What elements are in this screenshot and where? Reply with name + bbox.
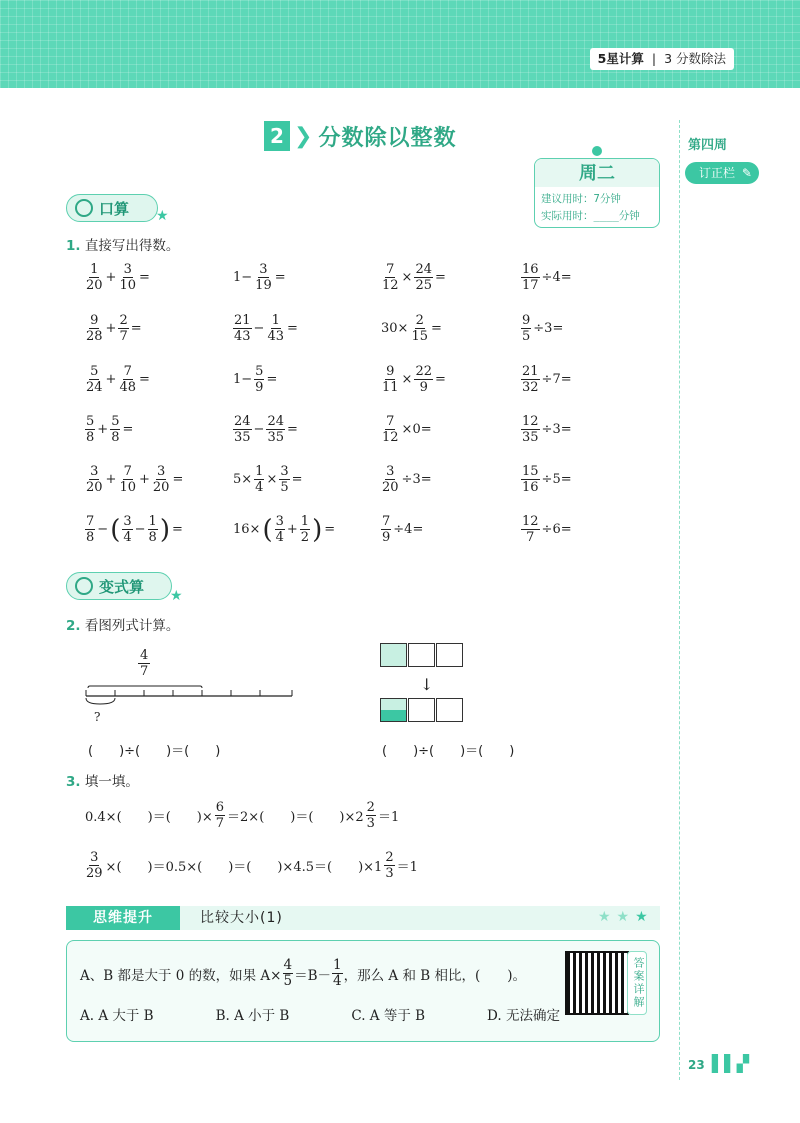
q2-number: 2. — [66, 618, 81, 634]
q3-number: 3. — [66, 774, 81, 790]
number-line-diagram — [84, 682, 296, 712]
actual-time: 实际用时：____分钟 — [541, 210, 640, 222]
title-text: 分数除以整数 — [318, 125, 457, 151]
chapter-tag — [590, 48, 734, 70]
expression: $\frac{24}{35}$ − $\frac{24}{35}$ = — [234, 414, 298, 445]
fill-expression-2: $\frac{3}{29}$ ×( )＝0.5×( )＝( )×4.5＝( )×1 $\frac{2}{3}$ ＝1 — [86, 850, 418, 881]
section-oral — [66, 194, 158, 222]
stopwatch-icon — [75, 199, 93, 217]
target-icon — [75, 577, 93, 595]
question-mark: ? — [94, 710, 101, 724]
section-oral-label: 口算 — [99, 199, 130, 218]
think-f2-n: 1 — [333, 957, 342, 973]
expression: 16× ( $\frac{3}{4}$ + $\frac{1}{2}$ ) = — [233, 514, 336, 545]
expression: $\frac{21}{43}$ − $\frac{1}{43}$ = — [234, 313, 298, 344]
expression: $\frac{9}{11}$ × $\frac{22}{9}$ = — [382, 364, 446, 395]
section-variant — [66, 572, 172, 600]
think-text-b: ＝B－ — [294, 967, 332, 984]
expression: $\frac{9}{28}$ + $\frac{2}{7}$ = — [86, 313, 142, 344]
bar-before — [380, 643, 464, 669]
think-text-c: ，那么 A 和 B 相比，( )。 — [343, 967, 526, 984]
star-icon: ★★★ — [598, 909, 654, 925]
suggest-time: 建议用时：7分钟 — [541, 193, 621, 205]
expression: $\frac{12}{7}$ ÷6= — [522, 514, 572, 545]
option-a[interactable]: A. A 大于 B — [80, 1008, 154, 1024]
pencil-icon: ✎ — [741, 166, 752, 180]
blank-left: ( )÷( )＝( ) — [88, 744, 221, 759]
think-title: 比较大小(1) — [200, 910, 283, 926]
think-text-a: A、B 都是大于 0 的数，如果 A× — [80, 967, 282, 984]
margin-divider — [679, 120, 680, 1080]
bar-after — [380, 698, 464, 724]
think-question — [80, 958, 526, 989]
expression: $\frac{7}{8}$ − ( $\frac{3}{4}$ − $\frac{1}{8}$ ) = — [86, 514, 183, 545]
week-label: 第四周 — [688, 138, 728, 153]
oral-grid — [84, 262, 644, 562]
think-f1-n: 4 — [283, 957, 293, 973]
expression: $\frac{7}{12}$ ×0= — [382, 414, 432, 445]
q2-text: 看图列式计算。 — [84, 618, 180, 634]
fraction-numerator: 4 — [140, 648, 149, 663]
expression: $\frac{5}{8}$ + $\frac{5}{8}$ = — [86, 414, 134, 445]
blank-right: ( )÷( )＝( ) — [382, 744, 515, 759]
correction-label: 订正栏 — [699, 166, 736, 180]
separator: | — [651, 51, 657, 66]
think-f1-d: 5 — [283, 973, 293, 989]
expression: $\frac{1}{20}$ + $\frac{3}{10}$ = — [86, 262, 150, 293]
chevron-icon: ❯ — [294, 123, 313, 149]
header-band — [0, 0, 800, 88]
expression: $\frac{3}{20}$ ÷3= — [382, 464, 432, 495]
expression: $\frac{9}{5}$ ÷3= — [522, 313, 564, 344]
chapter-label: 3 分数除法 — [664, 51, 726, 66]
diagram-fraction — [138, 648, 150, 679]
q3-text: 填一填。 — [84, 774, 139, 790]
expression: $\frac{15}{16}$ ÷5= — [522, 464, 572, 495]
day-label: 周二 — [535, 159, 659, 187]
think-f2-d: 4 — [333, 973, 342, 989]
title-number: 2 — [264, 121, 290, 151]
qr-code-icon[interactable] — [565, 951, 629, 1015]
expression: 5× $\frac{1}{4}$ × $\frac{3}{5}$ = — [233, 464, 303, 495]
expression: 1− $\frac{3}{19}$ = — [233, 262, 286, 293]
day-box — [534, 158, 660, 228]
option-b[interactable]: B. A 小于 B — [215, 1008, 290, 1024]
question-3 — [66, 770, 139, 790]
section-variant-label: 变式算 — [99, 577, 145, 596]
option-d[interactable]: D. 无法确定 — [487, 1008, 560, 1024]
question-1 — [66, 234, 179, 254]
expression: $\frac{16}{17}$ ÷4= — [522, 262, 572, 293]
page-title — [264, 119, 456, 153]
expression: 1− $\frac{5}{9}$ = — [233, 364, 278, 395]
expression: $\frac{5}{24}$ + $\frac{7}{48}$ = — [86, 364, 150, 395]
star-icon: ★ — [156, 208, 169, 224]
brand-label: 5星计算 — [597, 51, 644, 66]
fill-expression-1: 0.4×( )＝( )× $\frac{6}{7}$ ＝2×( )＝( )×2 $\frac{2}{3}$ ＝1 — [85, 800, 400, 831]
expression: $\frac{21}{32}$ ÷7= — [522, 364, 572, 395]
expression: $\frac{3}{20}$ + $\frac{7}{10}$ + $\frac{3}{20}$ = — [86, 464, 184, 495]
expression: $\frac{12}{35}$ ÷3= — [522, 414, 572, 445]
books-icon: ▌▌▞ — [712, 1054, 749, 1073]
page-number: 23 — [688, 1058, 705, 1072]
fraction-denominator: 7 — [140, 664, 149, 679]
options-row — [80, 1004, 560, 1024]
down-arrow-icon: ↓ — [420, 675, 434, 694]
think-heading: 思维提升 — [66, 906, 180, 930]
star-icon: ★ — [170, 588, 183, 604]
expression: $\frac{7}{12}$ × $\frac{24}{25}$ = — [382, 262, 446, 293]
correction-tab — [685, 162, 759, 184]
q1-number: 1. — [66, 238, 81, 254]
hanger-dot — [592, 146, 602, 156]
expression: 30× $\frac{2}{15}$ = — [381, 313, 442, 344]
expression: $\frac{7}{9}$ ÷4= — [382, 514, 424, 545]
q1-text: 直接写出得数。 — [84, 238, 180, 254]
answer-label: 答案详解 — [627, 951, 647, 1015]
option-c[interactable]: C. A 等于 B — [351, 1008, 426, 1024]
question-2 — [66, 614, 179, 634]
